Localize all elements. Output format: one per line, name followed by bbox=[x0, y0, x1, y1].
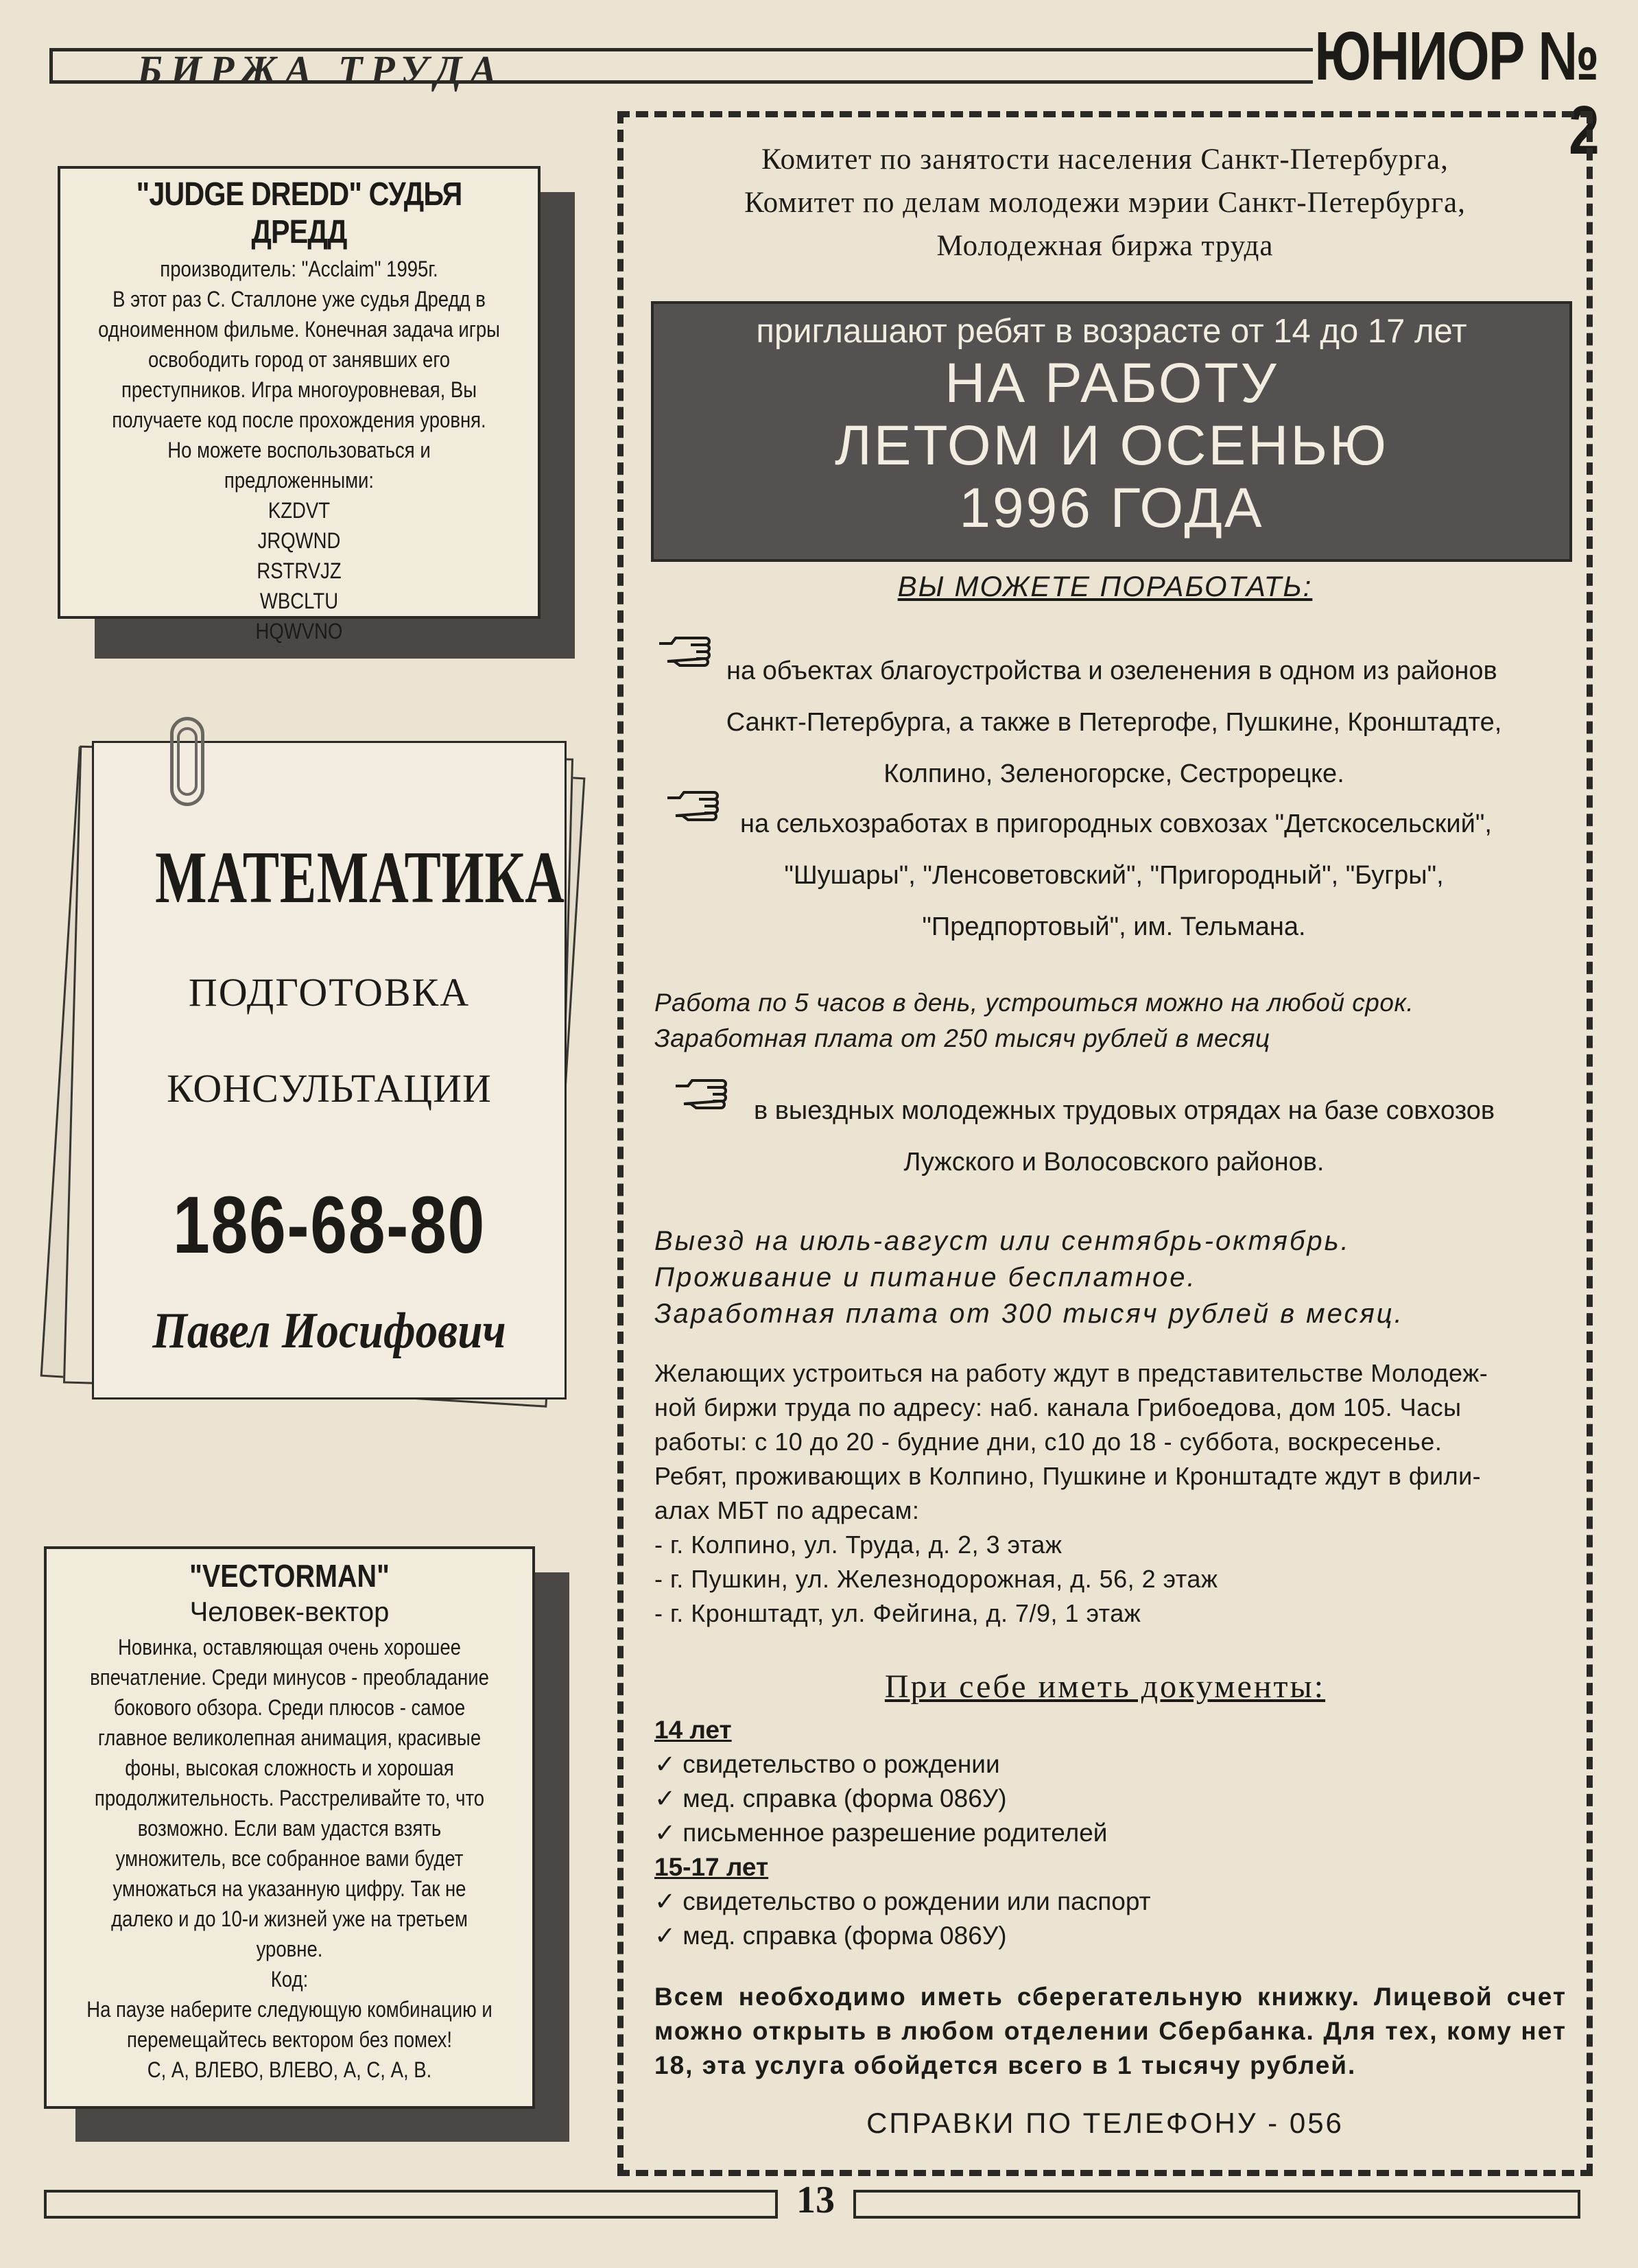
invite-text: приглашают ребят в возрасте от 14 до 17 лет bbox=[756, 313, 1467, 350]
bullet-line: в выездных молодежных трудовых отрядах на базе совхозов bbox=[754, 1096, 1495, 1125]
text-line: предложенными: bbox=[224, 468, 375, 493]
documents-list bbox=[654, 1713, 1151, 1953]
contact-info bbox=[654, 1356, 1574, 1631]
info-line: ной биржи труда по адресу: наб. канала Грибоедова, дом 105. Часы bbox=[654, 1393, 1462, 1421]
terms-line: Проживание и питание бесплатное. bbox=[654, 1262, 1197, 1292]
code-line: HQWVNO bbox=[255, 619, 343, 643]
text-line: бокового обзора. Среди плюсов - самое bbox=[113, 1695, 466, 1720]
math-ad-phone: 186-68-80 bbox=[173, 1180, 486, 1271]
document-item: ✓ свидетельство о рождении bbox=[654, 1750, 1000, 1778]
text-line: производитель: "Acclaim" 1995г. bbox=[160, 257, 438, 281]
code-line: JRQWND bbox=[257, 528, 341, 553]
terms-line: Выезд на июль-август или сентябрь-октябрь. bbox=[654, 1226, 1351, 1256]
headline bbox=[654, 352, 1569, 539]
headline-line: ЛЕТОМ И ОСЕНЬЮ bbox=[834, 414, 1389, 477]
bullet-line: "Шушары", "Ленсоветовский", "Пригородный", "Бугры", bbox=[784, 861, 1444, 890]
math-ad-tutor-name: Павел Иосифович bbox=[152, 1303, 506, 1359]
bullet-line: Лужского и Волосовского районов. bbox=[903, 1148, 1325, 1177]
bullet-line: "Предпортовый", им. Тельмана. bbox=[922, 912, 1306, 941]
judge-dredd-text bbox=[94, 254, 505, 646]
terms-line: Работа по 5 часов в день, устроиться можно на любой срок. bbox=[654, 989, 1414, 1017]
info-line: алах МБТ по адресам: bbox=[654, 1496, 920, 1524]
text-line: Но можете воспользоваться и bbox=[167, 438, 431, 462]
age-group-15-17: 15-17 лет bbox=[654, 1853, 769, 1881]
judge-dredd-box bbox=[58, 166, 541, 643]
vectorman-title: "VECTORMAN" bbox=[189, 1558, 390, 1594]
footer-rule-right bbox=[853, 2190, 1580, 2219]
info-line: Желающих устроиться на работу ждут в представительстве Молодеж- bbox=[654, 1359, 1488, 1387]
info-line: - г. Кронштадт, ул. Фейгина, д. 7/9, 1 этаж bbox=[654, 1599, 1141, 1627]
age-group-14: 14 лет bbox=[654, 1716, 732, 1744]
info-line: Ребят, проживающих в Колпино, Пушкине и Кронштадте ждут в фили- bbox=[654, 1462, 1482, 1490]
savings-book-note: Всем необходимо иметь сберегательную книжку. Лицевой счет можно открыть в любом отделении Сбербанка. Для тех, кому нет 18, эта услуга обойдется всего в 1 тысячу рублей. bbox=[654, 1983, 1567, 2079]
work-option-farms bbox=[651, 799, 1577, 953]
text-line: Код: bbox=[270, 1967, 309, 1992]
terms-line: Заработная плата от 300 тысяч рублей в месяц. bbox=[654, 1299, 1404, 1329]
bullet-line: Колпино, Зеленогорске, Сестрорецке. bbox=[883, 759, 1344, 788]
text-line: впечатление. Среди минусов - преобладание bbox=[90, 1665, 489, 1690]
terms-camps bbox=[654, 1223, 1404, 1332]
phone-reference: СПРАВКИ ПО ТЕЛЕФОНУ - 056 bbox=[866, 2107, 1344, 2139]
section-title: БИРЖА ТРУДА bbox=[137, 47, 505, 92]
math-ad-consultations: КОНСУЛЬТАЦИИ bbox=[167, 1066, 492, 1111]
text-line: перемещайтесь вектором без помех! bbox=[126, 2027, 453, 2052]
math-ad-title: МАТЕМАТИКА bbox=[155, 837, 565, 919]
headline-line: 1996 ГОДА bbox=[959, 477, 1264, 539]
code-line: WBCLTU bbox=[259, 589, 339, 613]
document-item: ✓ мед. справка (форма 086У) bbox=[654, 1784, 1007, 1812]
bullet-line: Санкт-Петербурга, а также в Петергофе, Пушкине, Кронштадте, bbox=[726, 708, 1502, 737]
text-line: одноименном фильме. Конечная задача игры bbox=[98, 317, 500, 342]
text-line: продолжительность. Расстреливайте то, что bbox=[94, 1786, 485, 1810]
text-line: преступников. Игра многоуровневая, Вы bbox=[121, 377, 477, 402]
text-line: умножитель, все собранное вами будет bbox=[115, 1846, 464, 1871]
work-option-labor-camps bbox=[651, 1085, 1577, 1188]
info-line: - г. Колпино, ул. Труда, д. 2, 3 этаж bbox=[654, 1531, 1063, 1559]
terms-city bbox=[654, 985, 1414, 1056]
text-line: В этот раз С. Сталлоне уже судья Дредд в bbox=[112, 287, 486, 311]
page-number: 13 bbox=[796, 2179, 835, 2221]
document-item: ✓ свидетельство о рождении или паспорт bbox=[654, 1887, 1151, 1915]
text-line: главное великолепная анимация, красивые bbox=[97, 1725, 482, 1750]
info-line: - г. Пушкин, ул. Железнодорожная, д. 56, 2 этаж bbox=[654, 1565, 1218, 1593]
vectorman-text bbox=[81, 1632, 499, 2085]
document-item: ✓ мед. справка (форма 086У) bbox=[654, 1922, 1007, 1950]
judge-dredd-title: "JUDGE DREDD" СУДЬЯ ДРЕДД bbox=[136, 176, 462, 250]
text-line: фоны, высокая сложность и хорошая bbox=[125, 1756, 454, 1780]
org-line: Комитет по занятости населения Санкт-Петербурга, bbox=[761, 143, 1449, 176]
headline-line: НА РАБОТУ bbox=[945, 352, 1279, 414]
text-line: возможно. Если вам удастся взять bbox=[137, 1816, 442, 1841]
can-work-heading: ВЫ МОЖЕТЕ ПОРАБОТАТЬ: bbox=[897, 570, 1313, 602]
bullet-line: на объектах благоустройства и озеленения в одном из районов bbox=[726, 657, 1497, 685]
text-line: С, А, ВЛЕВО, ВЛЕВО, А, С, А, В. bbox=[147, 2057, 432, 2082]
code-line: KZDVT bbox=[268, 498, 331, 523]
org-line: Молодежная биржа труда bbox=[936, 230, 1274, 262]
paperclip-inner-icon bbox=[177, 727, 198, 796]
vectorman-box bbox=[44, 1546, 535, 2109]
bullet-line: на сельхозработах в пригородных совхозах "Детскосельский", bbox=[740, 810, 1492, 838]
org-line: Комитет по делам молодежи мэрии Санкт-Петербурга, bbox=[744, 187, 1466, 219]
magazine-title: ЮНИОР № 2 bbox=[1313, 19, 1598, 93]
work-option-landscaping bbox=[651, 646, 1577, 800]
math-ad-preparation: ПОДГОТОВКА bbox=[188, 970, 471, 1015]
code-line: RSTRVJZ bbox=[257, 558, 342, 583]
footer-rule-left bbox=[44, 2190, 778, 2219]
headline-banner bbox=[651, 301, 1572, 562]
text-line: умножаться на указанную цифру. Так не bbox=[112, 1876, 466, 1901]
organizers bbox=[624, 138, 1587, 268]
text-line: уровне. bbox=[256, 1937, 323, 1961]
text-line: освободить город от занявших его bbox=[147, 347, 451, 372]
text-line: далеко и до 10-и жизней уже на третьем bbox=[111, 1906, 468, 1931]
info-line: работы: с 10 до 20 - будние дни, с10 до 18 - суббота, воскресенье. bbox=[654, 1428, 1443, 1456]
job-ad-panel bbox=[617, 111, 1593, 2176]
text-line: Новинка, оставляющая очень хорошее bbox=[118, 1635, 461, 1659]
text-line: получаете код после прохождения уровня. bbox=[112, 407, 486, 432]
text-line: На паузе наберите следующую комбинацию и bbox=[86, 1997, 492, 2022]
documents-heading: При себе иметь документы: bbox=[884, 1668, 1326, 1705]
math-ad bbox=[92, 741, 567, 1399]
terms-line: Заработная плата от 250 тысяч рублей в месяц bbox=[654, 1024, 1270, 1052]
document-item: ✓ письменное разрешение родителей bbox=[654, 1819, 1108, 1847]
vectorman-subtitle: Человек-вектор bbox=[189, 1597, 390, 1627]
